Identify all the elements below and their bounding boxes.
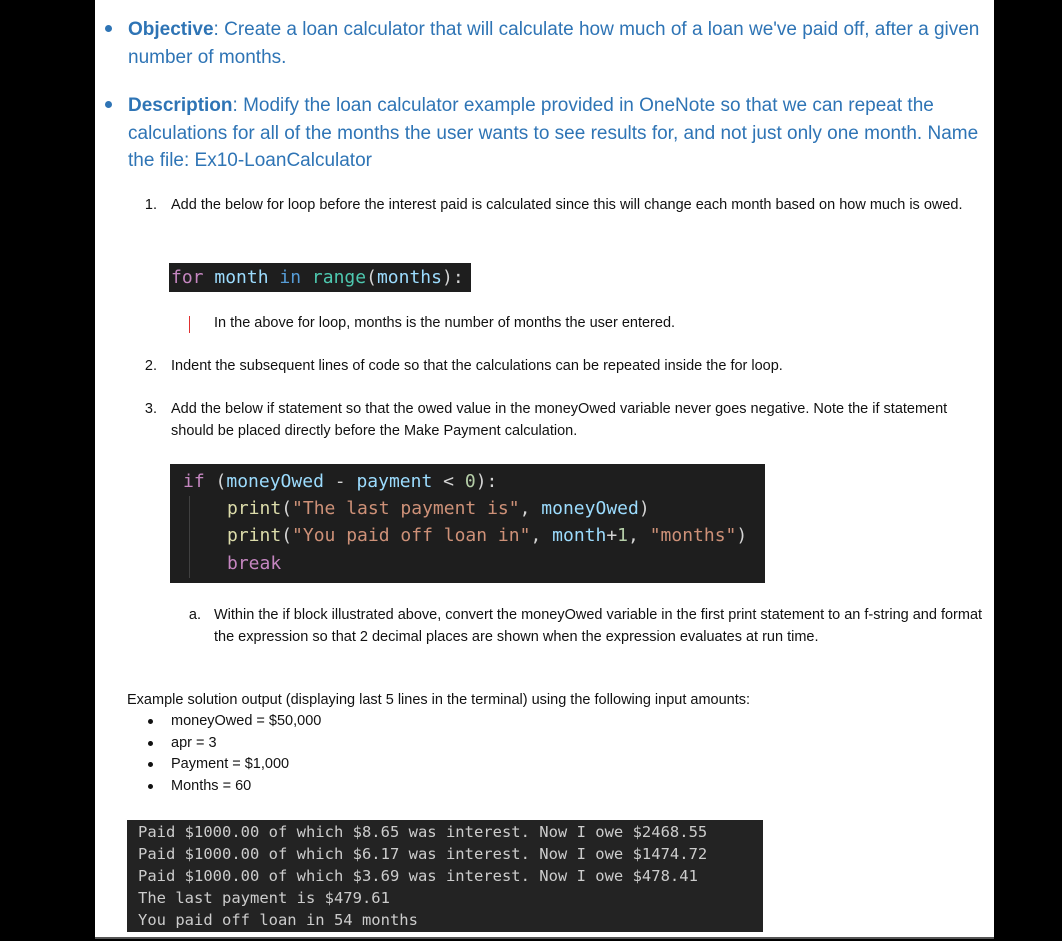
code-var-moneyowed: moneyOwed (226, 471, 324, 492)
code-keyword-for: for (171, 267, 204, 288)
if-statement-code-block (170, 464, 765, 583)
step-2-number: 2. (144, 358, 157, 374)
example-intro: Example solution output (displaying last 5 lines in the terminal) using the following input amounts: (127, 692, 751, 708)
for-loop-code-block (169, 263, 471, 292)
input-item: Months = 60 (171, 778, 252, 794)
objective-bullet (105, 25, 112, 32)
code-line-print-1 (227, 495, 650, 523)
substep-a-text: Within the if block illustrated above, convert the moneyOwed variable in the first print statement to an f-string and format the expression so that 2 decimal places are shown when the expression evaluates at run time. (214, 607, 983, 645)
code-op-plus: + (606, 525, 618, 546)
code-paren-close: ) (736, 525, 748, 546)
terminal-line: Paid $1000.00 of which $3.69 was interest. Now I owe $478.41 (138, 867, 698, 885)
code-fn-print: print (227, 525, 282, 546)
code-string: "You paid off loan in" (292, 525, 531, 546)
step-3-number: 3. (144, 401, 157, 417)
code-var-month: month (214, 267, 269, 288)
input-bullet (148, 719, 153, 724)
code-keyword-if: if (183, 471, 205, 492)
objective-label: Objective (128, 19, 214, 40)
code-line-break (227, 550, 281, 578)
step-2-text: Indent the subsequent lines of code so that the calculations can be repeated inside the for loop. (171, 358, 783, 374)
code-comma: , (628, 525, 639, 546)
code-string: "months" (649, 525, 737, 546)
code-num-one: 1 (617, 525, 629, 546)
code-var-months: months (376, 267, 442, 288)
code-op-lt: < (443, 471, 454, 492)
terminal-line: The last payment is $479.61 (138, 889, 390, 907)
code-keyword-in: in (279, 267, 302, 288)
code-var-month: month (552, 525, 607, 546)
input-bullet (148, 762, 153, 767)
code-fn-range: range (311, 267, 367, 288)
code-close: ): (475, 471, 498, 492)
code-var-payment: payment (356, 471, 433, 492)
code-line-print-2 (227, 522, 747, 550)
code-paren-open: ( (281, 498, 293, 519)
substep-a-letter: a. (188, 607, 201, 623)
description-paragraph (128, 92, 988, 175)
code-num-zero: 0 (464, 471, 476, 492)
page-bottom-border (95, 937, 994, 939)
input-bullet (148, 784, 153, 789)
terminal-line: Paid $1000.00 of which $8.65 was interest. Now I owe $2468.55 (138, 823, 708, 841)
code-paren: ( (366, 267, 377, 288)
code-keyword-break: break (227, 553, 282, 574)
code-close: ): (441, 267, 464, 288)
description-bullet (105, 101, 112, 108)
objective-paragraph (128, 16, 988, 71)
input-item: moneyOwed = $50,000 (171, 713, 322, 729)
note-marker (189, 316, 190, 333)
code-string: "The last payment is" (292, 498, 520, 519)
code-op-minus: - (334, 471, 346, 492)
step-1-number: 1. (144, 197, 157, 213)
terminal-line: You paid off loan in 54 months (138, 911, 418, 929)
terminal-output (127, 820, 763, 932)
indent-guide (189, 496, 190, 578)
description-label: Description (128, 95, 233, 116)
document-page (95, 0, 994, 937)
code-paren-close: ) (638, 498, 650, 519)
code-paren-open: ( (215, 471, 227, 492)
code-line-if (183, 468, 497, 496)
code-comma: , (530, 525, 542, 546)
objective-text: : Create a loan calculator that will calculate how much of a loan we've paid off, after a given number of months. (128, 19, 980, 68)
code-paren-open: ( (281, 525, 293, 546)
step-1-text: Add the below for loop before the interest paid is calculated since this will change each month based on how much is owed. (171, 197, 963, 213)
note-text: In the above for loop, months is the number of months the user entered. (214, 315, 676, 331)
step-3-text: Add the below if statement so that the owed value in the moneyOwed variable never goes negative. Note the if statement should be placed directly before the Make Payment calculation. (171, 401, 948, 439)
input-bullet (148, 741, 153, 746)
terminal-line: Paid $1000.00 of which $6.17 was interest. Now I owe $1474.72 (138, 845, 708, 863)
input-item: apr = 3 (171, 735, 217, 751)
code-comma: , (519, 498, 531, 519)
code-fn-print: print (227, 498, 282, 519)
code-var-moneyowed: moneyOwed (541, 498, 639, 519)
input-item: Payment = $1,000 (171, 756, 290, 772)
description-text: : Modify the loan calculator example provided in OneNote so that we can repeat the calculations for all of the months the user wants to see results for, and not just only one month. Name the file: Ex10-LoanCalculator (128, 95, 979, 171)
